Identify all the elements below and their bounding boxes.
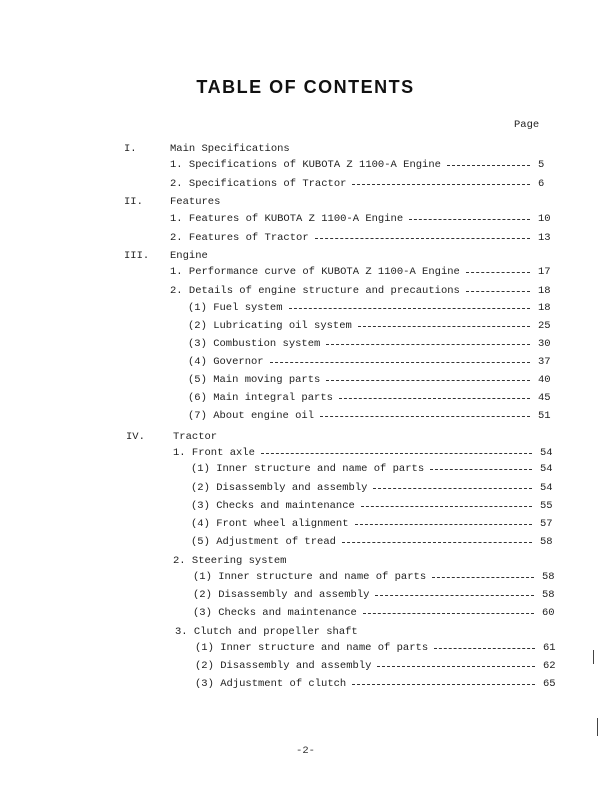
- dotted-leader: [315, 238, 530, 239]
- toc-entry-page: 65: [543, 678, 556, 690]
- toc-entry-label: (5) Adjustment of tread: [191, 535, 340, 549]
- page-number: -2-: [296, 745, 315, 757]
- section-heading: Main Specifications: [170, 143, 290, 155]
- toc-entry-page: 58: [542, 571, 555, 583]
- toc-entry[interactable]: [170, 212, 558, 226]
- toc-entry[interactable]: [188, 409, 558, 423]
- toc-entry-label: (3) Checks and maintenance: [193, 606, 361, 620]
- toc-entry[interactable]: [170, 177, 558, 191]
- section-numeral: I.: [124, 143, 137, 155]
- toc-entry[interactable]: [191, 517, 560, 531]
- toc-entry[interactable]: [188, 373, 558, 387]
- toc-entry[interactable]: [188, 319, 558, 333]
- toc-entry-page: 17: [538, 266, 551, 278]
- dotted-leader: [320, 416, 530, 417]
- dotted-leader: [373, 488, 532, 489]
- dotted-leader: [352, 184, 530, 185]
- section-heading: Features: [170, 196, 221, 208]
- toc-entry-page: 58: [542, 589, 555, 601]
- toc-entry-page: 40: [538, 374, 551, 386]
- toc-entry-page: 18: [538, 285, 551, 297]
- toc-entry-label: (5) Main moving parts: [188, 373, 324, 387]
- toc-entry[interactable]: [191, 499, 560, 513]
- toc-entry-label: (7) About engine oil: [188, 409, 318, 423]
- section-numeral: IV.: [126, 431, 145, 443]
- dotted-leader: [342, 542, 532, 543]
- dotted-leader: [358, 326, 530, 327]
- toc-entry-page: 13: [538, 232, 551, 244]
- toc-entry-page: 58: [540, 536, 553, 548]
- section-numeral: II.: [124, 196, 143, 208]
- toc-entry-label: (1) Inner structure and name of parts: [193, 570, 430, 584]
- toc-entry[interactable]: [188, 391, 558, 405]
- dotted-leader: [375, 595, 534, 596]
- toc-entry-page: 55: [540, 500, 553, 512]
- toc-entry-label: (3) Checks and maintenance: [191, 499, 359, 513]
- toc-entry-page: 5: [538, 159, 545, 171]
- toc-entry[interactable]: [191, 462, 560, 476]
- dotted-leader: [432, 577, 534, 578]
- toc-entry-label: 2. Specifications of Tractor: [170, 177, 350, 191]
- toc-entry-label: (2) Lubricating oil system: [188, 319, 356, 333]
- toc-entry[interactable]: [170, 284, 558, 298]
- dotted-leader: [466, 272, 530, 273]
- toc-entry-page: 18: [538, 302, 551, 314]
- toc-entry-page: 60: [542, 607, 555, 619]
- toc-entry-page: 57: [540, 518, 553, 530]
- toc-entry-label: 2. Details of engine structure and precautions: [170, 284, 464, 298]
- dotted-leader: [466, 291, 530, 292]
- dotted-leader: [355, 524, 532, 525]
- toc-entry[interactable]: [170, 158, 558, 172]
- dotted-leader: [363, 613, 534, 614]
- toc-entry-label: (1) Inner structure and name of parts: [191, 462, 428, 476]
- toc-entry[interactable]: [195, 641, 563, 655]
- dotted-leader: [326, 380, 530, 381]
- dotted-leader: [289, 308, 530, 309]
- toc-entry-page: 10: [538, 213, 551, 225]
- toc-entry[interactable]: [170, 231, 558, 245]
- toc-entry-label: (2) Disassembly and assembly: [193, 588, 373, 602]
- toc-entry[interactable]: [193, 588, 562, 602]
- toc-entry-page: 62: [543, 660, 556, 672]
- toc-entry-label: (1) Fuel system: [188, 301, 287, 315]
- toc-entry[interactable]: [193, 606, 562, 620]
- toc-entry-page: 45: [538, 392, 551, 404]
- toc-entry-label: 2. Features of Tractor: [170, 231, 313, 245]
- toc-entry-label: 1. Specifications of KUBOTA Z 1100-A Engine: [170, 158, 445, 172]
- dotted-leader: [409, 219, 530, 220]
- toc-entry-label: 1. Performance curve of KUBOTA Z 1100-A Engine: [170, 265, 464, 279]
- toc-entry[interactable]: [170, 265, 558, 279]
- toc-entry-label: 1. Features of KUBOTA Z 1100-A Engine: [170, 212, 407, 226]
- toc-entry[interactable]: [188, 337, 558, 351]
- dotted-leader: [361, 506, 532, 507]
- toc-entry[interactable]: [191, 535, 560, 549]
- toc-entry[interactable]: [195, 659, 563, 673]
- toc-entry-page: 54: [540, 482, 553, 494]
- scan-margin-mark: [593, 650, 594, 664]
- toc-entry[interactable]: [188, 301, 558, 315]
- dotted-leader: [377, 666, 535, 667]
- toc-entry[interactable]: [191, 481, 560, 495]
- dotted-leader: [434, 648, 535, 649]
- toc-entry-label: (4) Front wheel alignment: [191, 517, 353, 531]
- page-title: TABLE OF CONTENTS: [196, 77, 415, 97]
- toc-entry-page: 30: [538, 338, 551, 350]
- dotted-leader: [339, 398, 530, 399]
- toc-entry-label: (3) Combustion system: [188, 337, 324, 351]
- dotted-leader: [430, 469, 532, 470]
- dotted-leader: [447, 165, 530, 166]
- toc-entry[interactable]: [173, 446, 560, 460]
- dotted-leader: [270, 362, 530, 363]
- dotted-leader: [352, 684, 535, 685]
- toc-entry-page: 6: [538, 178, 545, 190]
- toc-entry-label: 3. Clutch and propeller shaft: [175, 625, 362, 639]
- toc-entry-label: (3) Adjustment of clutch: [195, 677, 350, 691]
- scan-margin-mark: [597, 718, 598, 736]
- toc-entry-label: (1) Inner structure and name of parts: [195, 641, 432, 655]
- toc-entry-label: (6) Main integral parts: [188, 391, 337, 405]
- toc-entry[interactable]: [173, 554, 560, 568]
- toc-entry-label: (4) Governor: [188, 355, 268, 369]
- page-column-label: Page: [514, 119, 540, 131]
- toc-entry-label: (2) Disassembly and assembly: [191, 481, 371, 495]
- toc-entry-page: 54: [540, 447, 553, 459]
- section-heading: Engine: [170, 250, 208, 262]
- toc-entry-page: 37: [538, 356, 551, 368]
- toc-entry-page: 54: [540, 463, 553, 475]
- toc-entry-page: 25: [538, 320, 551, 332]
- toc-entry-label: 2. Steering system: [173, 554, 290, 568]
- section-heading: Tractor: [173, 431, 218, 443]
- toc-entry-page: 61: [543, 642, 556, 654]
- toc-entry-page: 51: [538, 410, 551, 422]
- toc-entry[interactable]: [175, 625, 562, 639]
- section-numeral: III.: [124, 250, 150, 262]
- dotted-leader: [326, 344, 530, 345]
- toc-entry[interactable]: [193, 570, 562, 584]
- toc-entry-label: (2) Disassembly and assembly: [195, 659, 375, 673]
- dotted-leader: [261, 453, 532, 454]
- toc-entry-label: 1. Front axle: [173, 446, 259, 460]
- toc-entry[interactable]: [188, 355, 558, 369]
- toc-entry[interactable]: [195, 677, 563, 691]
